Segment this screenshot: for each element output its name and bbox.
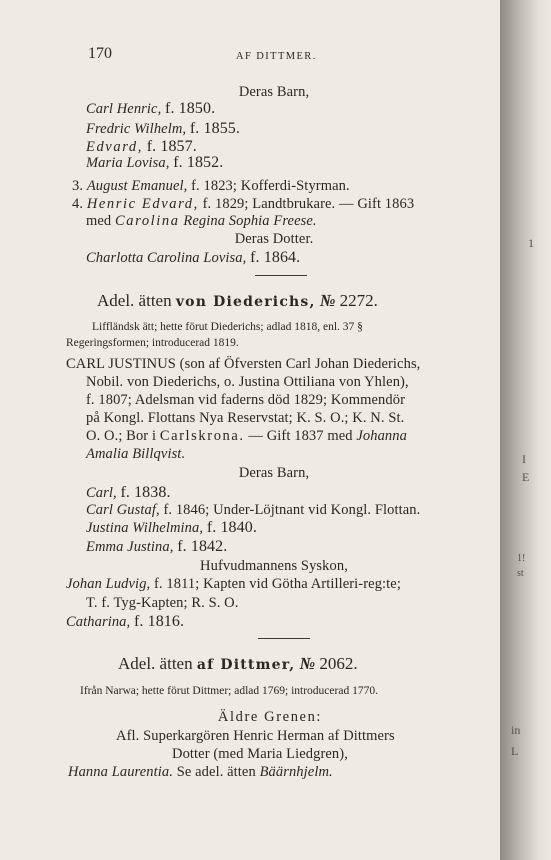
family-member-4: 4. Henric Edvard, f. 1829; Landtbrukare. — Gift 1863 xyxy=(72,196,415,212)
child-entry: Justina Wilhelmina, f. 1840. xyxy=(86,519,257,536)
page-number: 170 xyxy=(88,45,112,62)
heading-children: Deras Barn, xyxy=(238,465,310,481)
divider xyxy=(258,638,310,639)
body-line: Hanna Laurentia. Se adel. ätten Bäärnhjelm. xyxy=(68,764,333,780)
body-line: CARL JUSTINUS (son af Öfversten Carl Johan Diederichs, xyxy=(66,356,421,372)
heading-children: Deras Barn, xyxy=(238,84,310,100)
body-line: O. O.; Bor i Carlskrona. — Gift 1837 med Johanna xyxy=(86,428,407,444)
family-title-dittmer: Adel. ätten af Dittmer, № 2062. xyxy=(118,654,358,673)
page-gutter xyxy=(500,0,551,860)
body-line: Amalia Billqvist. xyxy=(86,446,186,462)
margin-fragment: 1 xyxy=(528,236,534,250)
heading-siblings: Hufvudmannens Syskon, xyxy=(200,558,348,574)
family-member-4-spouse: med Carolina Regina Sophia Freese. xyxy=(86,213,317,229)
margin-fragment: E xyxy=(522,470,530,484)
child-entry: Edvard, f. 1857. xyxy=(86,138,197,155)
family-member-3: 3. August Emanuel, f. 1823; Kofferdi-Styrman. xyxy=(72,178,350,194)
running-title: AF DITTMER. xyxy=(236,51,317,62)
body-line: Nobil. von Diederichs, o. Justina Ottiliana von Yhlen), xyxy=(86,374,409,390)
child-entry: Emma Justina, f. 1842. xyxy=(86,538,228,555)
sibling-entry: Johan Ludvig, f. 1811; Kapten vid Götha Artilleri-reg:te; xyxy=(66,576,401,592)
family-intro-line: Regeringsformen; introducerad 1819. xyxy=(66,337,239,349)
child-entry: Fredric Wilhelm, f. 1855. xyxy=(86,120,241,137)
margin-fragment: 1! xyxy=(517,553,526,564)
family-title-diederichs: Adel. ätten von Diederichs, № 2272. xyxy=(97,291,378,310)
body-line: Afl. Superkargören Henric Herman af Dittmers xyxy=(116,728,395,744)
child-entry: Maria Lovisa, f. 1852. xyxy=(86,154,224,171)
divider xyxy=(255,275,307,276)
margin-fragment: in xyxy=(511,723,521,737)
branch-heading: Äldre Grenen: xyxy=(217,709,323,725)
sibling-entry: Catharina, f. 1816. xyxy=(66,613,185,630)
child-entry: Carl Henric, f. 1850. xyxy=(86,100,216,117)
family-intro-line: Ifrån Narwa; hette förut Dittmer; adlad 1769; introducerad 1770. xyxy=(80,685,378,697)
margin-fragment: st xyxy=(517,568,524,579)
sibling-entry-cont: T. f. Tyg-Kapten; R. S. O. xyxy=(86,595,239,611)
daughter-entry: Charlotta Carolina Lovisa, f. 1864. xyxy=(86,249,301,266)
body-line: f. 1807; Adelsman vid faderns död 1829; Kommendör xyxy=(86,392,406,408)
body-line: Dotter (med Maria Liedgren), xyxy=(172,746,348,762)
child-entry: Carl, f. 1838. xyxy=(86,484,171,501)
family-intro-line: Liffländsk ätt; hette förut Diederichs; adlad 1818, enl. 37 § xyxy=(92,321,363,333)
body-line: på Kongl. Flottans Nya Reservstat; K. S. O.; K. N. St. xyxy=(86,410,405,426)
heading-daughter: Deras Dotter. xyxy=(234,231,314,247)
margin-fragment: I xyxy=(522,452,526,466)
margin-fragment: L xyxy=(511,744,519,758)
child-entry: Carl Gustaf, f. 1846; Under-Löjtnant vid Kongl. Flottan. xyxy=(86,502,421,518)
